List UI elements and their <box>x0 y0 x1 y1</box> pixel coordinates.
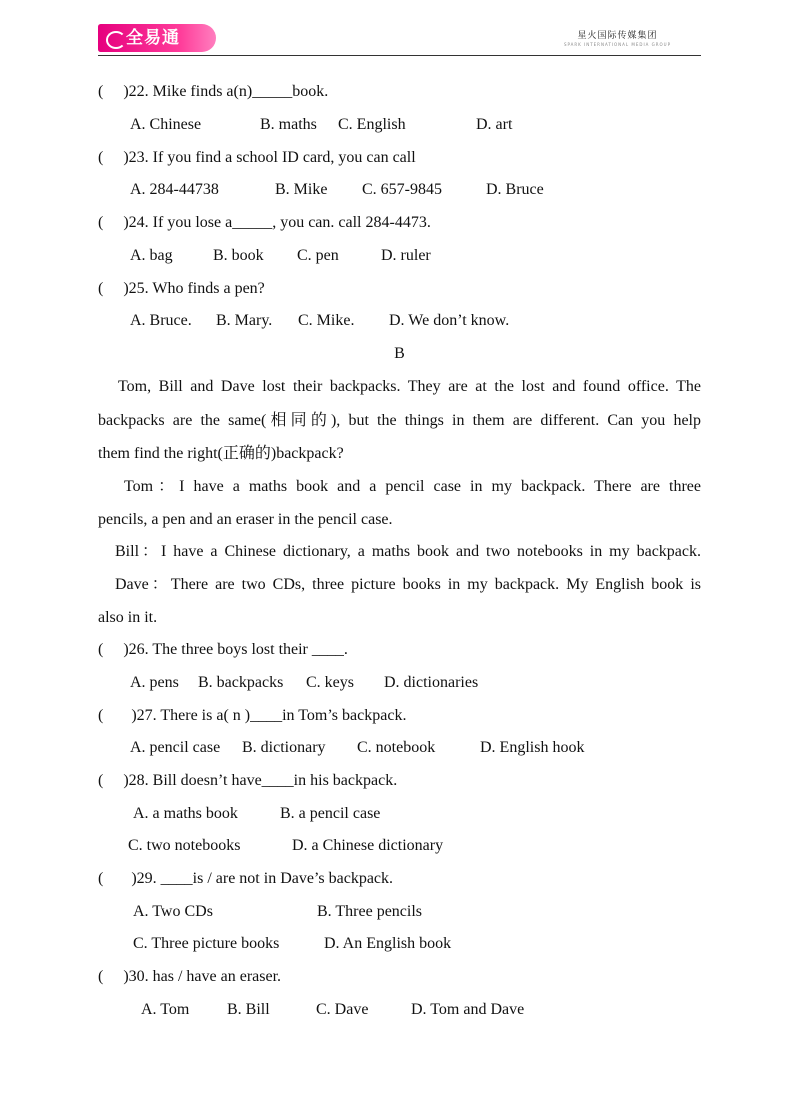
passage-line: pencils, a pen and an eraser in the pencil case. <box>98 511 393 528</box>
brand-logo <box>98 24 216 52</box>
question-stem: ( )27. There is a( n )____in Tom’s backpack. <box>98 707 407 724</box>
option: D. a Chinese dictionary <box>292 837 444 854</box>
question-stem: ( )23. If you find a school ID card, you can call <box>98 149 416 166</box>
passage-line: Tom, Bill and Dave lost their backpacks. They are at the lost and found office. The <box>118 378 701 395</box>
option: B. dictionary <box>242 739 326 756</box>
option: B. maths <box>260 116 317 133</box>
logo-text: 全易通 <box>126 28 180 48</box>
page-header <box>98 22 701 58</box>
question-stem: ( )24. If you lose a_____, you can. call 284-4473. <box>98 214 431 231</box>
question-stem: ( )22. Mike finds a(n)_____book. <box>98 83 329 100</box>
option: D. English hook <box>480 739 585 756</box>
option: C. pen <box>297 247 339 264</box>
question-stem: ( )28. Bill doesn’t have____in his backpack. <box>98 772 398 789</box>
passage-line: them find the right(正确的)backpack? <box>98 445 344 462</box>
passage-line: Tom：I have a maths book and a pencil case in my backpack. There are three <box>124 478 701 495</box>
option: D. An English book <box>324 935 452 952</box>
company-name-en: SPARK INTERNATIONAL MEDIA GROUP <box>563 42 671 47</box>
option: A. a maths book <box>133 805 238 822</box>
option: B. Bill <box>227 1001 270 1018</box>
option: A. pencil case <box>130 739 221 756</box>
option: D. Tom and Dave <box>411 1001 525 1018</box>
question-stem: ( )29. ____is / are not in Dave’s backpack. <box>98 870 394 887</box>
option: A. bag <box>130 247 173 264</box>
company-name-cn: 星火国际传媒集团 <box>577 31 658 41</box>
option: D. We don’t know. <box>389 312 510 329</box>
option: C. keys <box>306 674 354 691</box>
option: C. Mike. <box>298 312 355 329</box>
option: D. dictionaries <box>384 674 479 691</box>
option: B. Mike <box>275 181 328 198</box>
option: B. book <box>213 247 264 264</box>
question-stem: ( )25. Who finds a pen? <box>98 280 265 297</box>
option: A. Tom <box>141 1001 190 1018</box>
option: C. notebook <box>357 739 436 756</box>
option: D. ruler <box>381 247 431 264</box>
header-rule <box>98 55 701 56</box>
option: B. backpacks <box>198 674 284 691</box>
option: A. Chinese <box>130 116 202 133</box>
option: D. Bruce <box>486 181 544 198</box>
option: A. Bruce. <box>130 312 192 329</box>
question-stem: ( )26. The three boys lost their ____. <box>98 641 348 658</box>
option: A. Two CDs <box>133 903 213 920</box>
passage-line: Dave：There are two CDs, three picture books in my backpack. My English book is <box>115 576 701 593</box>
option: B. a pencil case <box>280 805 381 822</box>
option: A. pens <box>130 674 179 691</box>
option: B. Mary. <box>216 312 273 329</box>
option: D. art <box>476 116 513 133</box>
question-stem: ( )30. has / have an eraser. <box>98 968 282 985</box>
swoosh-icon <box>106 31 126 49</box>
passage-line: Bill：I have a Chinese dictionary, a maths book and two notebooks in my backpack. <box>115 543 701 560</box>
passage-line: also in it. <box>98 609 158 626</box>
option: C. Three picture books <box>133 935 280 952</box>
option: B. Three pencils <box>317 903 423 920</box>
section-heading: B <box>394 345 405 362</box>
option: C. Dave <box>316 1001 369 1018</box>
option: C. English <box>338 116 406 133</box>
company-name <box>564 28 671 47</box>
passage-line: backpacks are the same(相同的), but the things in them are different. Can you help <box>98 412 701 429</box>
option: C. 657-9845 <box>362 181 442 198</box>
option: A. 284-44738 <box>130 181 219 198</box>
option: C. two notebooks <box>128 837 241 854</box>
